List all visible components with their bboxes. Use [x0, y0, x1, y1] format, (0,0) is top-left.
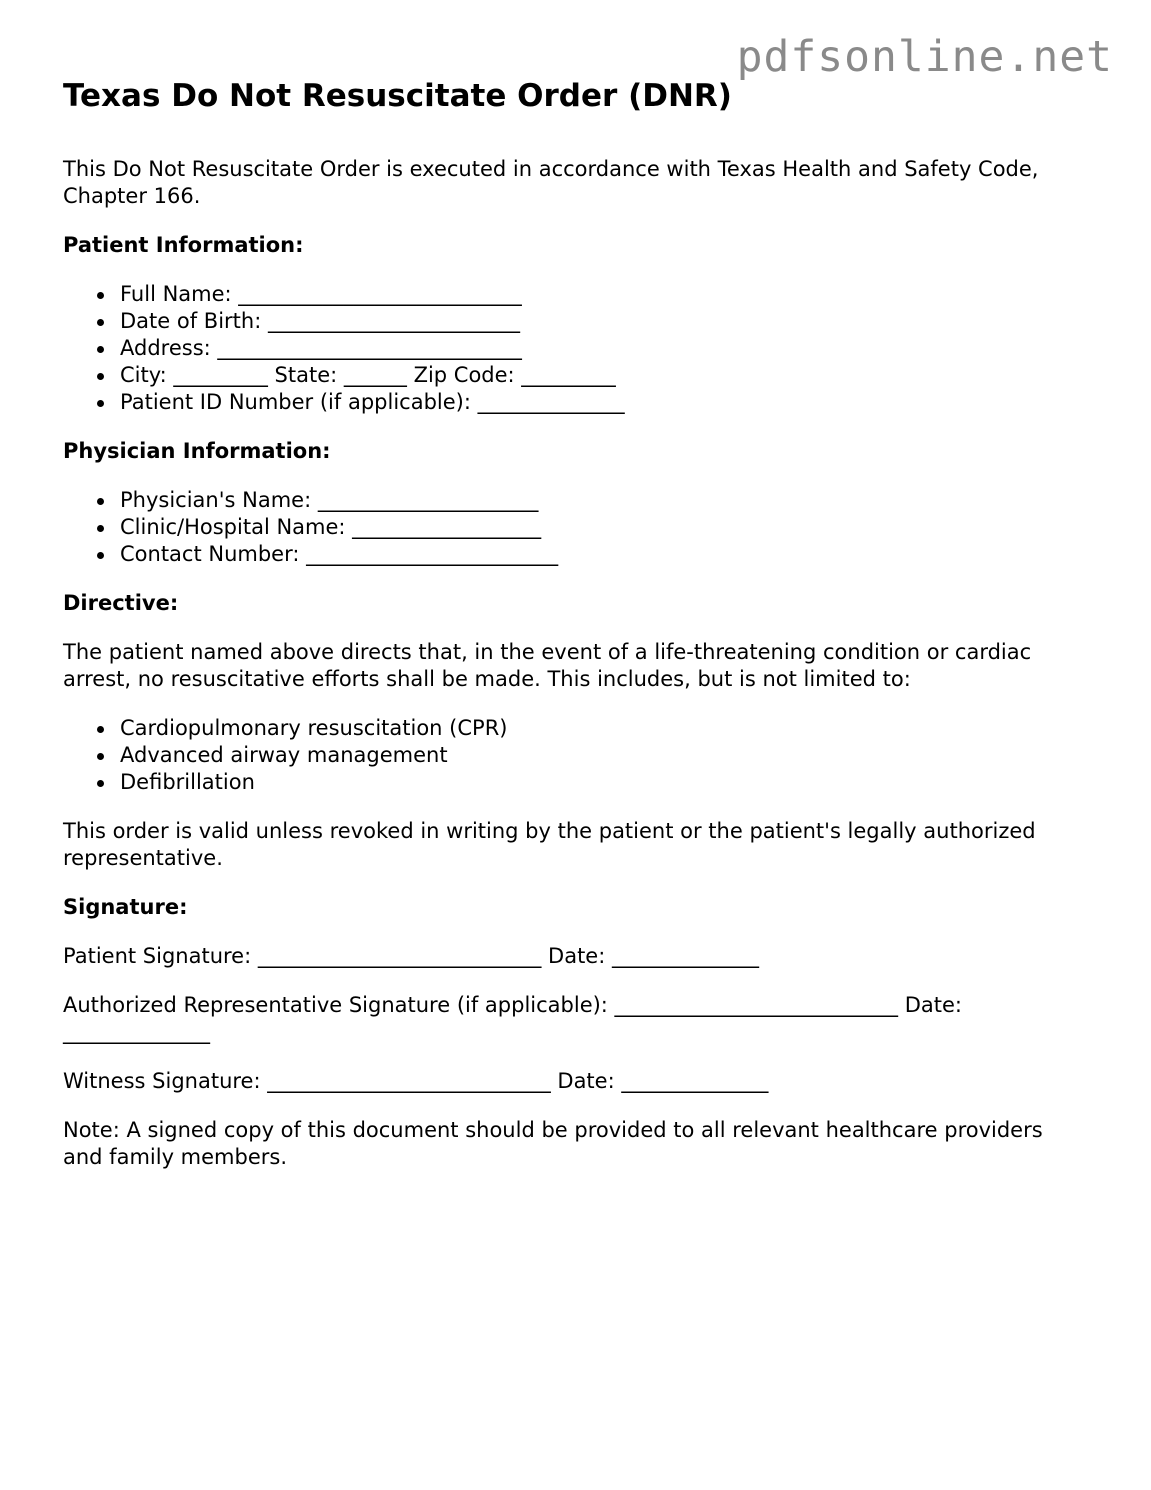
validity-paragraph: This order is valid unless revoked in writing by the patient or the patient's legally authorized representative.: [63, 819, 1036, 871]
directive-list: [63, 715, 1063, 796]
directive-heading: Directive:: [63, 591, 179, 616]
patient-full-name-field: Full Name: ___________________________: [120, 281, 1063, 308]
directive-paragraph: The patient named above directs that, in the event of a life-threatening condition or cardiac arrest, no resuscitative efforts shall be made. This includes, but is not limited to:: [63, 640, 1032, 692]
patient-city-state-zip-field: City: _________ State: ______ Zip Code: _________: [120, 362, 1063, 389]
directive-item-defibrillation: Defibrillation: [120, 769, 1063, 796]
signature-heading: Signature:: [63, 895, 188, 920]
patient-dob-field: Date of Birth: ________________________: [120, 308, 1063, 335]
representative-signature-line: Authorized Representative Signature (if applicable): ___________________________ Date: ______________: [63, 993, 963, 1045]
directive-item-cpr: Cardiopulmonary resuscitation (CPR): [120, 715, 1063, 742]
watermark: pdfsonline.net: [736, 32, 1113, 82]
patient-address-field: Address: _____________________________: [120, 335, 1063, 362]
physician-name-field: Physician's Name: _____________________: [120, 487, 1063, 514]
document-page: [63, 78, 1063, 1193]
physician-info-list: [63, 487, 1063, 568]
contact-number-field: Contact Number: ________________________: [120, 541, 1063, 568]
intro-paragraph: This Do Not Resuscitate Order is executed in accordance with Texas Health and Safety Code, Chapter 166.: [63, 157, 1039, 209]
patient-info-list: [63, 281, 1063, 416]
document-title: Texas Do Not Resuscitate Order (DNR): [63, 78, 732, 114]
clinic-name-field: Clinic/Hospital Name: __________________: [120, 514, 1063, 541]
patient-info-heading: Patient Information:: [63, 233, 304, 258]
witness-signature-line: Witness Signature: ___________________________ Date: ______________: [63, 1069, 769, 1094]
directive-item-airway: Advanced airway management: [120, 742, 1063, 769]
patient-id-field: Patient ID Number (if applicable): ______________: [120, 389, 1063, 416]
note-paragraph: Note: A signed copy of this document should be provided to all relevant healthcare providers and family members.: [63, 1118, 1043, 1170]
physician-info-heading: Physician Information:: [63, 439, 331, 464]
patient-signature-line: Patient Signature: ___________________________ Date: ______________: [63, 944, 759, 969]
